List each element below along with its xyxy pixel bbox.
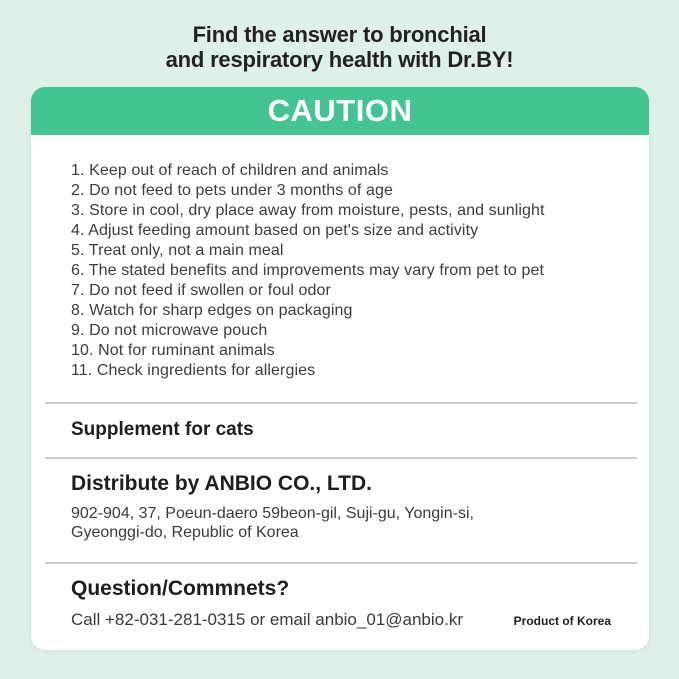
supplement-title: Supplement for cats xyxy=(71,419,254,440)
contact-row xyxy=(71,610,611,630)
caution-card-body xyxy=(31,135,649,630)
origin-label: Product of Korea xyxy=(513,614,611,628)
caution-banner-title: CAUTION xyxy=(267,93,413,128)
divider xyxy=(45,457,637,459)
caution-item: 11. Check ingredients for allergies xyxy=(71,362,316,379)
divider xyxy=(45,402,637,404)
distributor-address-line1: 902-904, 37, Poeun-daero 59beon-gil, Suji-gu, Yongin-si, xyxy=(71,505,474,522)
contact-title: Question/Commnets? xyxy=(71,577,290,600)
contact-detail: Call +82-031-281-0315 or email anbio_01@anbio.kr xyxy=(71,610,463,629)
distributor-address xyxy=(71,504,611,542)
caution-item: 3. Store in cool, dry place away from moisture, pests, and sunlight xyxy=(71,202,545,219)
caution-item: 5. Treat only, not a main meal xyxy=(71,242,284,259)
caution-banner xyxy=(31,87,649,135)
distributor-title: Distribute by ANBIO CO., LTD. xyxy=(71,472,373,495)
promo-headline xyxy=(0,0,679,72)
caution-item: 7. Do not feed if swollen or foul odor xyxy=(71,282,331,299)
caution-item: 10. Not for ruminant animals xyxy=(71,342,275,359)
caution-item: 4. Adjust feeding amount based on pet's size and activity xyxy=(71,222,479,239)
caution-item: 1. Keep out of reach of children and animals xyxy=(71,162,389,179)
promo-headline-line2: and respiratory health with Dr.BY! xyxy=(165,47,514,72)
caution-item: 8. Watch for sharp edges on packaging xyxy=(71,302,353,319)
caution-item: 9. Do not microwave pouch xyxy=(71,322,268,339)
caution-item: 2. Do not feed to pets under 3 months of age xyxy=(71,182,393,199)
promo-headline-line1: Find the answer to bronchial xyxy=(192,22,487,47)
caution-list xyxy=(71,161,611,381)
divider xyxy=(45,562,637,564)
caution-card xyxy=(31,87,649,650)
distributor-address-line2: Gyeonggi-do, Republic of Korea xyxy=(71,524,299,541)
caution-item: 6. The stated benefits and improvements may vary from pet to pet xyxy=(71,262,545,279)
